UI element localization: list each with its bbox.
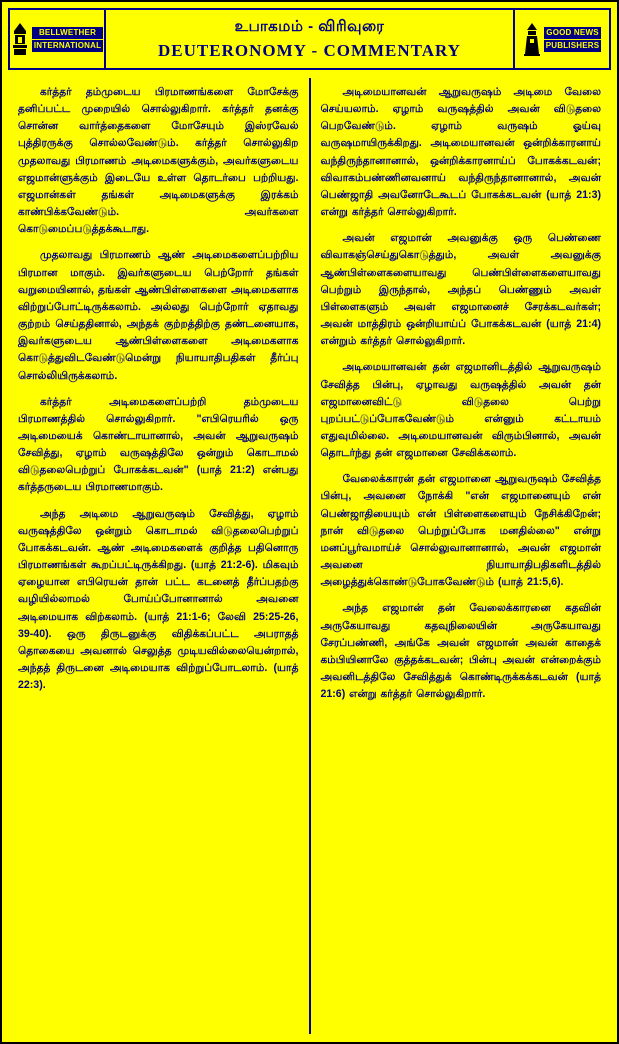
logo-line-1: GOOD NEWS: [544, 27, 602, 39]
body-columns: [8, 78, 611, 1034]
paragraph: அடிமையானவன் தன் எஜமானிடத்தில் ஆறுவருஷம் சேவித்த பின்பு, ஏழாவது வருஷத்தில் அவன் தன் எஜமானைவிட்டு விடுதலை பெற்று புறப்பட்டுப்போகவேண்டும் என்னும் கட்டாயம் எதுவுமில்லை. அடிமையானவன் விரும்பினால், அவன் தொடர்ந்து தன் எஜமானை சேவிக்கலாம்.: [320, 361, 601, 460]
good-news-publishers-logo: [513, 10, 609, 68]
bell-tower-icon: [11, 22, 29, 56]
paragraph: அடிமையானவன் ஆறுவருஷம் அடிமை வேலை செய்யலாம். ஏழாம் வருஷத்தில் அவன் விடுதலை பெறவேண்டும். ஏழாம் வருஷம் ஓய்வு வருஷமாயிருக்கிறது. அடிமையானவன் ஒன்றிக்காரனாய் வந்திருந்தானானால், ஒன்றிக்காரனாய்ப் போகக்கடவன்; விவாகம்பண்ணினவனாய் வந்திருந்தானானால், அவன் பெண்ஜாதி அவனோடேகூடப் போகக்கடவன் (யாத் 21:3) என்று கர்த்தர் சொல்லுகிறார்.: [320, 86, 601, 219]
logo-line-1: BELLWETHER: [32, 27, 103, 39]
bellwether-international-logo: [10, 10, 106, 68]
paragraph: கர்த்தர் அடிமைகளைப்பற்றி தம்முடைய பிரமாணத்தில் சொல்லுகிறார். "எபிரெயரில் ஒரு அடிமையைக் கொண்டாயானால், அவன் ஆறுவருஷம் சேவித்து, ஏழாம் வருஷத்திலே ஒன்றும் கொடாமல் விடுதலைபெற்றுப் போகக்கடவன்" (யாத் 21:2) என்பது கர்த்தருடைய பிரமாணமாகும்.: [18, 395, 299, 494]
logo-line-2: INTERNATIONAL: [33, 40, 102, 50]
right-column: [311, 78, 612, 1034]
paragraph: அந்த அடிமை ஆறுவருஷம் சேவித்து, ஏழாம் வருஷத்திலே ஒன்றும் கொடாமல் விடுதலைபெற்றுப் போகக்கடவன். ஆண் அடிமைகளைக் குறித்த பதினொரு பிரமாணங்கள் கூறப்பட்டிருக்கிறது. (யாத் 21:2-6). மிகவும் ஏழையான எபிரெயன் தான் பட்ட கடனைத் தீர்ப்பதற்கு வழியில்லாமல் போய்ப்போனானால் அவனை அடிமையாக விற்கலாம். (யாத் 21:1-6; லேவி 25:25-26, 39-40). ஒரு திருடனுக்கு விதிக்கப்பட்ட அபராதத் தொகையை அவனால் செலுத்த முடியவில்லையென்றால், அந்தத் திருடனை அடிமையாக விற்றுப்போடலாம். (யாத் 22:3).: [18, 507, 299, 692]
left-column: [8, 78, 311, 1034]
paragraph: கர்த்தர் தம்முடைய பிரமாணங்களை மோசேக்கு தனிப்பட்ட முறையில் சொல்லுகிறார். கர்த்தர் தனக்கு சொன்ன வார்த்தைகளை மோசேயும் இஸ்ரவேல் புத்திரருக்கு சொல்லவேண்டும். கர்த்தர் சொல்லுகிற முதலாவது பிரமாணம் அடிமைகளுக்கும், அவர்களுடைய எஜமான்ளுக்கும் இடையே உள்ள தொடர்பை பற்றியது. எஜமான்கள் தங்கள் அடிமைகளுக்கு இரக்கம் காண்பிக்கவேண்டும். அவர்களை கொடுமைப்படுத்தக்கூடாது.: [18, 86, 299, 236]
paragraph: அவன் எஜமான் அவனுக்கு ஒரு பெண்ணை விவாகஞ்செய்துகொடுத்தும், அவள் அவனுக்கு ஆண்பிள்ளைகளையாவது பெண்பிள்ளைகளையாவது பெற்றும் இருந்தால், அந்தப் பெண்ணும் அவள் பிள்ளைகளும் அவள் எஜமானைச் சேரக்கடவர்கள்; அவன் மாத்திரம் ஒன்றியாய்ப் போகக்கடவன் (யாத் 21:4) என்றும் கர்த்தர் சொல்லுகிறார்.: [320, 232, 601, 348]
paragraph: அந்த எஜமான் தன் வேலைக்காரனை கதவின் அருகேயாவது கதவுநிலையின் அருகேயாவது சேரப்பண்ணி, அங்கே அவன் எஜமான் அவன் காதைக் கம்பியினாலே குத்தக்கடவன்; பின்பு அவன் என்றைக்கும் அவனிடத்திலே சேவித்துக் கொண்டிருக்கக்கடவன் (யாத் 21:6) என்று கர்த்தர் சொல்லுகிறார்.: [320, 602, 601, 701]
paragraph: முதலாவது பிரமாணம் ஆண் அடிமைகளைப்பற்றிய பிரமான மாகும். இவர்களுடைய பெற்றோர் தங்கள் வறுமையினால், தங்கள் ஆண்பிள்ளைகளை அடிமைகளாக விற்றுப்போட்டிருக்கலாம். அல்லது பெற்றோர் ஏதாவது குற்றம் செய்ததினால், அந்தக் குற்றத்திற்கு தண்டனையாக, இவர்களுடைய ஆண்பிள்ளைகளை அடிமைகளாக கொடுத்துவிடவேண்டுமென்று நியாயாதிபதிகள் தீர்ப்பு சொல்லியிருக்கலாம்.: [18, 249, 299, 382]
title-english: DEUTERONOMY - COMMENTARY: [158, 40, 461, 60]
logo-line-2: PUBLISHERS: [545, 40, 600, 50]
paragraph: வேலைக்காரன் தன் எஜமானை ஆறுவருஷம் சேவித்த பின்பு, அவனை நோக்கி "என் எஜமானையும் என் பெண்ஜாதியையும் என் பிள்ளைகளையும் நேசிக்கிறேன்; நான் விடுதலை பெற்றுப்போக மனதில்லை" என்று மனப்பூர்வமாய்ச் சொல்லுவானானால், அவன் எஜமான் அவனை நியாயாதிபதிகளிடத்தில் அழைத்துக்கொண்டுபோகவேண்டும் (யாத் 21:5,6).: [320, 473, 601, 589]
page-header: [8, 8, 611, 70]
title-tamil: உபாகமம் - விரிவுரை: [234, 17, 385, 35]
page-title: [106, 10, 513, 68]
lighthouse-icon: [523, 22, 541, 56]
